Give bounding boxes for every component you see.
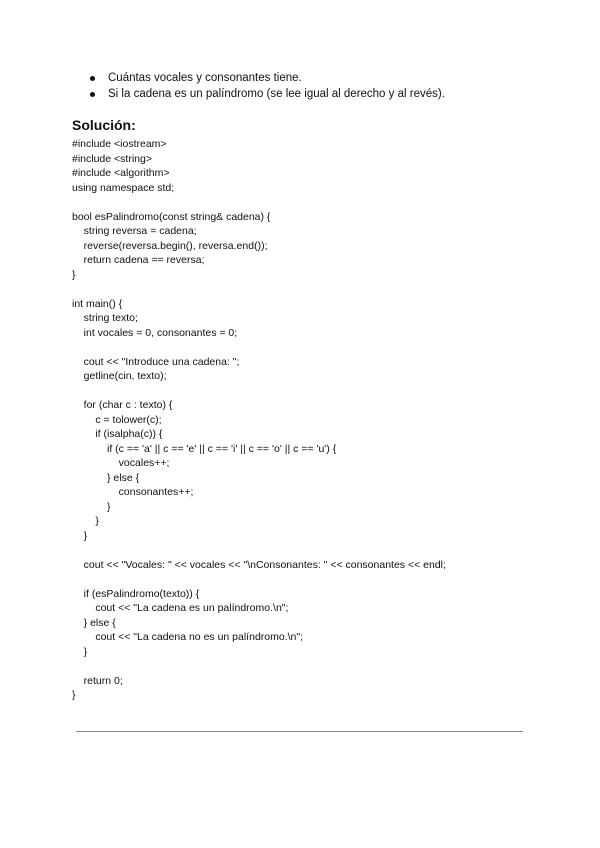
code-line: cout << "La cadena no es un palíndromo.\n"; (72, 631, 304, 643)
code-block (72, 137, 446, 703)
bullet-list (90, 70, 445, 102)
code-line: } (72, 529, 88, 542)
bullet-text: Cuántas vocales y consonantes tiene. (108, 72, 302, 84)
code-line: } (72, 268, 76, 281)
code-line: } else { (72, 616, 116, 629)
bullet-text: Si la cadena es un palíndromo (se lee igual al derecho y al revés). (108, 88, 445, 100)
code-line: } (72, 689, 76, 701)
code-line: cout << "Introduce una cadena: "; (72, 355, 240, 368)
code-line: string reversa = cadena; (72, 225, 197, 237)
horizontal-divider (76, 731, 523, 732)
code-line: using namespace std; (72, 181, 175, 194)
bullet-dot-icon (90, 92, 95, 97)
code-line: #include <algorithm> (72, 167, 170, 179)
code-line: for (char c : texto) { (72, 399, 173, 411)
code-line: } (72, 515, 99, 527)
code-line: #include <string> (72, 152, 152, 165)
code-line: int vocales = 0, consonantes = 0; (72, 326, 238, 339)
code-line: cout << "Vocales: " << vocales << "\nConsonantes: " << consonantes << endl; (72, 558, 446, 571)
code-line: #include <iostream> (72, 138, 167, 150)
code-line: vocales++; (72, 457, 170, 469)
code-line: if (esPalindromo(texto)) { (72, 587, 200, 600)
code-line: } (72, 645, 88, 658)
code-line: consonantes++; (72, 486, 194, 498)
code-line: int main() { (72, 297, 123, 310)
code-line: reverse(reversa.begin(), reversa.end()); (72, 239, 268, 252)
code-line: if (c == 'a' || c == 'e' || c == 'i' || c == 'o' || c == 'u') { (72, 442, 337, 455)
code-line: string texto; (72, 312, 138, 324)
bullet-item (90, 70, 445, 86)
code-line: } (72, 500, 111, 513)
code-line: if (isalpha(c)) { (72, 428, 163, 440)
code-line: c = tolower(c); (72, 413, 162, 426)
code-line: cout << "La cadena es un palíndromo.\n"; (72, 602, 289, 614)
code-line: return cadena == reversa; (72, 254, 205, 266)
code-line: } else { (72, 471, 140, 484)
solution-heading: Solución: (72, 117, 136, 133)
code-line: bool esPalindromo(const string& cadena) { (72, 210, 271, 223)
code-line: getline(cin, texto); (72, 370, 167, 382)
code-line: return 0; (72, 674, 123, 687)
bullet-item (90, 86, 445, 102)
bullet-dot-icon (90, 76, 95, 81)
